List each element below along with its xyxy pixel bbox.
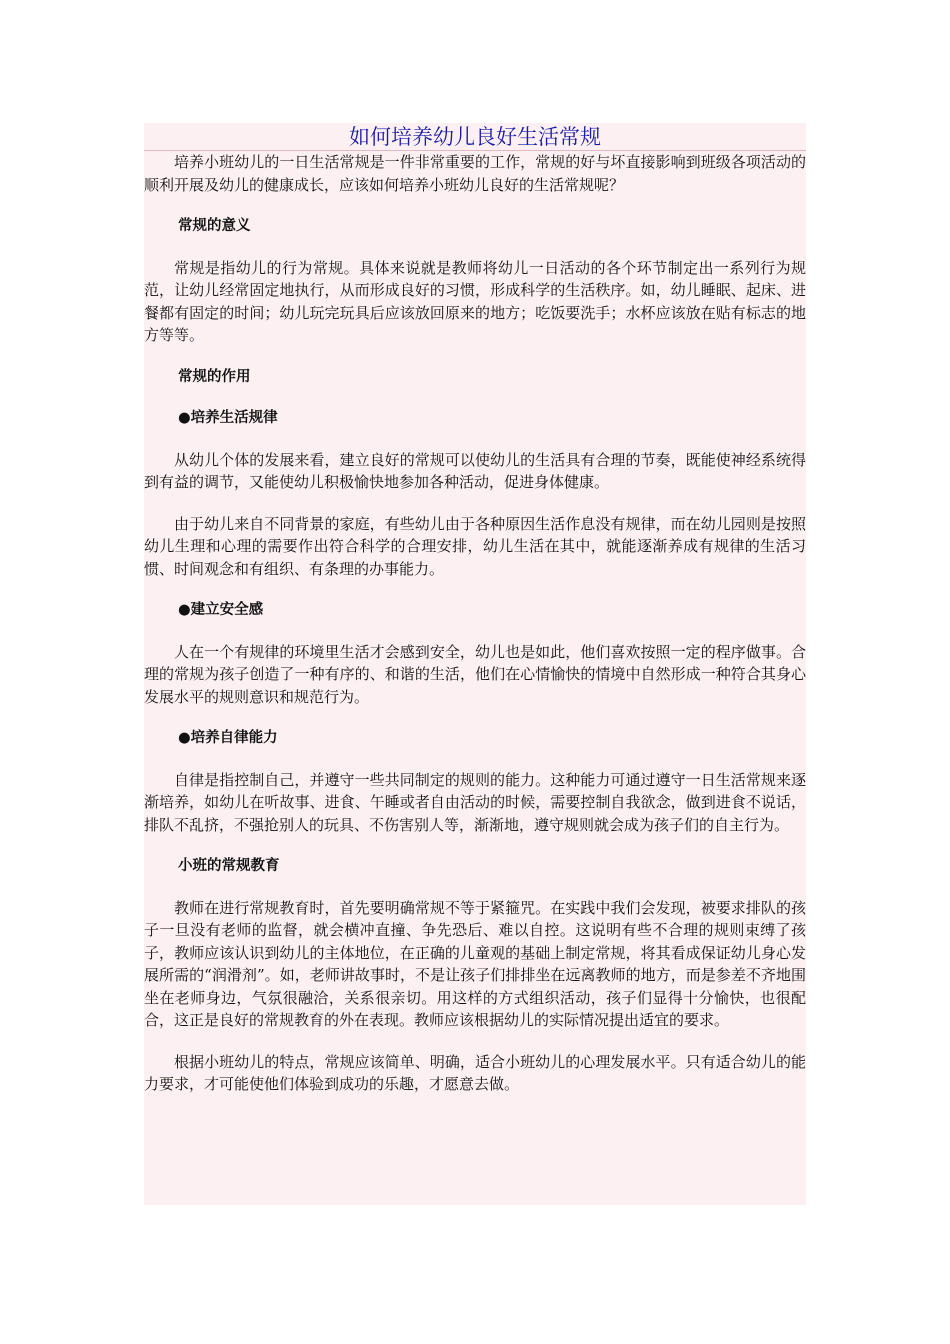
section-heading-small-class: 小班的常规教育 xyxy=(178,858,280,874)
article xyxy=(144,123,806,1205)
section-heading-function: 常规的作用 xyxy=(178,368,251,385)
subheading-life-rhythm: ●培养生活规律 xyxy=(178,410,278,426)
security-paragraph: 人在一个有规律的环境里生活才会感到安全，幼儿也是如此，他们喜欢按照一定的程序做事。合理的常规为孩子创造了一种有序的、和谐的生活，他们在心情愉快的情境中自然形成一种符合其身心发展水平的规则意识和规范行为。 xyxy=(144,642,806,706)
life-rhythm-paragraph-1: 从幼儿个体的发展来看，建立良好的常规可以使幼儿的生活具有合理的节奏，既能使神经系统得到有益的调节，又能使幼儿积极愉快地参加各种活动，促进身体健康。 xyxy=(144,450,806,491)
subheading-security: ●建立安全感 xyxy=(178,602,264,618)
small-class-paragraph-2: 根据小班幼儿的特点，常规应该简单、明确，适合小班幼儿的心理发展水平。只有适合幼儿的能力要求，才可能使他们体验到成功的乐趣，才愿意去做。 xyxy=(144,1052,806,1093)
small-class-paragraph-1: 教师在进行常规教育时，首先要明确常规不等于紧箍咒。在实践中我们会发现，被要求排队的孩子一旦没有老师的监督，就会横冲直撞、争先恐后、难以自控。这说明有些不合理的规则束缚了孩子，教师应该认识到幼儿的主体地位，在正确的儿童观的基础上制定常规，将其看成保证幼儿身心发展所需的“润滑剂”。如，老师讲故事时，不是让孩子们排排坐在远离教师的地方，而是参差不齐地围坐在老师身边，气氛很融洽，关系很亲切。用这样的方式组织活动，孩子们显得十分愉快，也很配合，这正是良好的常规教育的外在表现。教师应该根据幼儿的实际情况提出适宜的要求。 xyxy=(144,898,806,1029)
intro-paragraph: 培养小班幼儿的一日生活常规是一件非常重要的工作，常规的好与坏直接影响到班级各项活动的顺利开展及幼儿的健康成长，应该如何培养小班幼儿良好的生活常规呢？ xyxy=(144,153,806,194)
article-title: 如何培养幼儿良好生活常规 xyxy=(144,123,806,151)
self-discipline-paragraph: 自律是指控制自己，并遵守一些共同制定的规则的能力。这种能力可通过遵守一日生活常规来逐渐培养，如幼儿在听故事、进食、午睡或者自由活动的时候，需要控制自我欲念，做到进食不说话，排队不乱挤，不强抢别人的玩具、不伤害别人等，渐渐地，遵守规则就会成为孩子们的自主行为。 xyxy=(144,770,806,834)
meaning-paragraph: 常规是指幼儿的行为常规。具体来说就是教师将幼儿一日活动的各个环节制定出一系列行为规范，让幼儿经常固定地执行，从而形成良好的习惯，形成科学的生活秩序。如，幼儿睡眠、起床、进餐都有固定的时间；幼儿玩完玩具后应该放回原来的地方；吃饭要洗手；水杯应该放在贴有标志的地方等等。 xyxy=(144,258,806,344)
life-rhythm-paragraph-2: 由于幼儿来自不同背景的家庭，有些幼儿由于各种原因生活作息没有规律，而在幼儿园则是按照幼儿生理和心理的需要作出符合科学的合理安排，幼儿生活在其中，就能逐渐养成有规律的生活习惯、时间观念和有组织、有条理的办事能力。 xyxy=(144,514,806,578)
subheading-self-discipline: ●培养自律能力 xyxy=(178,730,278,746)
section-heading-meaning: 常规的意义 xyxy=(178,218,251,234)
